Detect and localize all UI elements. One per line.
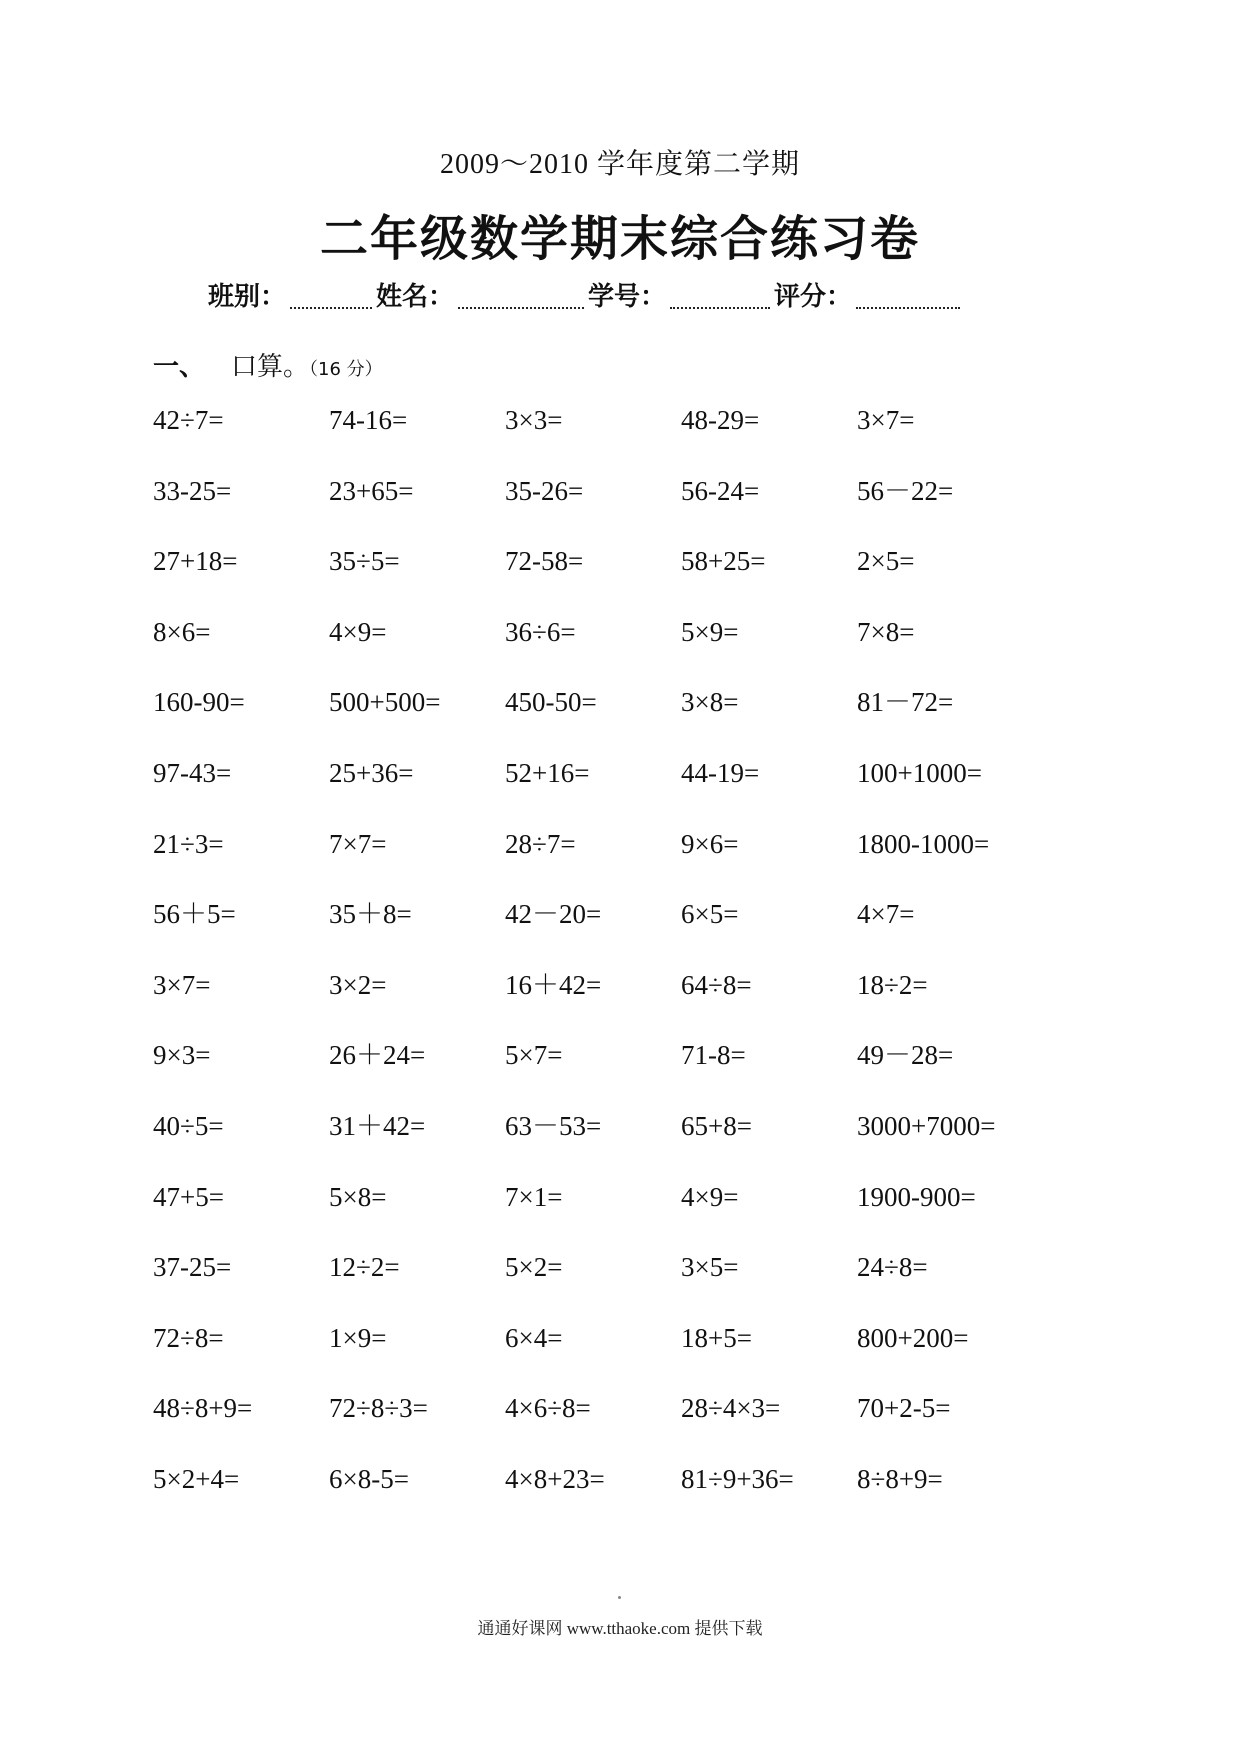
problem-cell: 31＋42= xyxy=(329,1110,426,1141)
problem-cell: 74-16= xyxy=(329,405,408,435)
problem-cell: 27+18= xyxy=(153,546,238,577)
problem-cell: 36÷6= xyxy=(505,616,576,647)
problem-cell: 3×7= xyxy=(857,405,915,435)
problem-cell: 97-43= xyxy=(153,757,232,788)
problem-cell: 56-24= xyxy=(681,475,760,506)
problem-cell: 160-90= xyxy=(153,687,245,718)
problem-cell: 56－22= xyxy=(857,475,954,506)
problem-cell: 18+5= xyxy=(681,1322,752,1353)
problem-cell: 64÷8= xyxy=(681,969,752,1000)
problem-cell: 47+5= xyxy=(153,1181,224,1212)
problem-cell: 5×8= xyxy=(329,1181,387,1212)
problem-cell: 9×6= xyxy=(681,828,739,859)
problem-cell: 40÷5= xyxy=(153,1110,224,1141)
problem-cell: 4×9= xyxy=(681,1181,739,1212)
problem-cell: 44-19= xyxy=(681,757,760,788)
problem-cell: 71-8= xyxy=(681,1040,746,1071)
problem-cell: 70+2-5= xyxy=(857,1393,951,1424)
problem-cell: 72÷8= xyxy=(153,1322,224,1353)
problem-cell: 56＋5= xyxy=(153,899,236,930)
problem-cell: 42－20= xyxy=(505,899,602,930)
section-points: （16 分） xyxy=(309,359,383,380)
problem-cell: 28÷4×3= xyxy=(681,1393,781,1424)
problem-cell: 500+500= xyxy=(329,687,441,718)
problem-cell: 63－53= xyxy=(505,1110,602,1141)
problem-cell: 26＋24= xyxy=(329,1040,426,1071)
problem-cell: 4×7= xyxy=(857,899,915,930)
problem-cell: 4×9= xyxy=(329,616,387,647)
class-blank[interactable] xyxy=(290,281,372,309)
problem-cell: 7×7= xyxy=(329,828,387,859)
problem-cell: 1×9= xyxy=(329,1322,387,1353)
problem-cell: 24÷8= xyxy=(857,1252,928,1283)
problem-cell: 16＋42= xyxy=(505,969,602,1000)
problem-cell: 5×9= xyxy=(681,616,739,647)
problem-cell: 25+36= xyxy=(329,757,414,788)
problem-cell: 1900-900= xyxy=(857,1181,976,1212)
problem-cell: 3×7= xyxy=(153,969,211,1000)
problem-cell: 33-25= xyxy=(153,475,232,506)
problem-cell: 21÷3= xyxy=(153,828,224,859)
problem-cell: 28÷7= xyxy=(505,828,576,859)
problem-cell: 3000+7000= xyxy=(857,1110,996,1141)
problem-cell: 72÷8÷3= xyxy=(329,1393,428,1424)
problem-cell: 6×8-5= xyxy=(329,1463,409,1494)
problem-cell: 8×6= xyxy=(153,616,211,647)
problem-cell: 72-58= xyxy=(505,546,584,577)
problem-cell: 4×8+23= xyxy=(505,1463,605,1494)
problem-cell: 52+16= xyxy=(505,757,590,788)
exam-subtitle: 2009～2010 学年度第二学期 xyxy=(439,149,800,180)
problem-cell: 81－72= xyxy=(857,687,954,718)
problem-cell: 450-50= xyxy=(505,687,597,718)
problem-cell: 35-26= xyxy=(505,475,584,506)
problem-cell: 7×8= xyxy=(857,616,915,647)
exam-title: 二年级数学期末综合练习卷 xyxy=(319,211,920,267)
problem-cell: 100+1000= xyxy=(857,757,982,788)
problem-cell: 58+25= xyxy=(681,546,766,577)
problem-cell: 18÷2= xyxy=(857,969,928,1000)
problem-cell: 3×5= xyxy=(681,1252,739,1283)
name-label: 姓名： xyxy=(376,282,455,312)
problem-cell: 48÷8+9= xyxy=(153,1393,253,1424)
problem-cell: 8÷8+9= xyxy=(857,1463,943,1494)
problem-cell: 5×2= xyxy=(505,1252,563,1283)
student-id-label: 学号： xyxy=(588,282,667,312)
score-blank[interactable] xyxy=(856,281,960,309)
section-title: 口算。 xyxy=(231,352,310,382)
problem-cell: 48-29= xyxy=(681,405,760,435)
problem-cell: 2×5= xyxy=(857,546,915,577)
name-blank[interactable] xyxy=(458,281,584,309)
student-id-blank[interactable] xyxy=(670,281,770,309)
section-heading xyxy=(153,346,383,383)
problem-cell: 6×5= xyxy=(681,899,739,930)
footer-credit: 通通好课网 www.tthaoke.com 提供下载 xyxy=(477,1619,763,1638)
section-number: 一、 xyxy=(153,352,206,382)
class-label: 班别： xyxy=(208,282,287,312)
problem-cell: 9×3= xyxy=(153,1040,211,1071)
problem-cell: 3×8= xyxy=(681,687,739,718)
problem-cell: 4×6÷8= xyxy=(505,1393,591,1424)
problem-cell: 35＋8= xyxy=(329,899,412,930)
problem-cell: 7×1= xyxy=(505,1181,563,1212)
problem-cell: 35÷5= xyxy=(329,546,400,577)
score-label: 评分： xyxy=(774,282,853,312)
problem-cell: 5×2+4= xyxy=(153,1463,240,1494)
problem-cell: 23+65= xyxy=(329,475,414,506)
problem-cell: 800+200= xyxy=(857,1322,969,1353)
problem-cell: 81÷9+36= xyxy=(681,1463,794,1494)
page-dot xyxy=(618,1596,621,1599)
problem-cell: 3×2= xyxy=(329,969,387,1000)
problem-cell: 37-25= xyxy=(153,1252,232,1283)
problem-cell: 6×4= xyxy=(505,1322,563,1353)
problem-cell: 49－28= xyxy=(857,1040,954,1071)
problem-cell: 65+8= xyxy=(681,1110,752,1141)
problem-cell: 1800-1000= xyxy=(857,828,990,859)
problem-grid xyxy=(153,400,1033,1530)
problem-cell: 3×3= xyxy=(505,405,563,435)
problem-cell: 5×7= xyxy=(505,1040,563,1071)
problem-cell: 12÷2= xyxy=(329,1252,400,1283)
problem-cell: 42÷7= xyxy=(153,405,224,435)
student-info-row xyxy=(208,276,1008,313)
